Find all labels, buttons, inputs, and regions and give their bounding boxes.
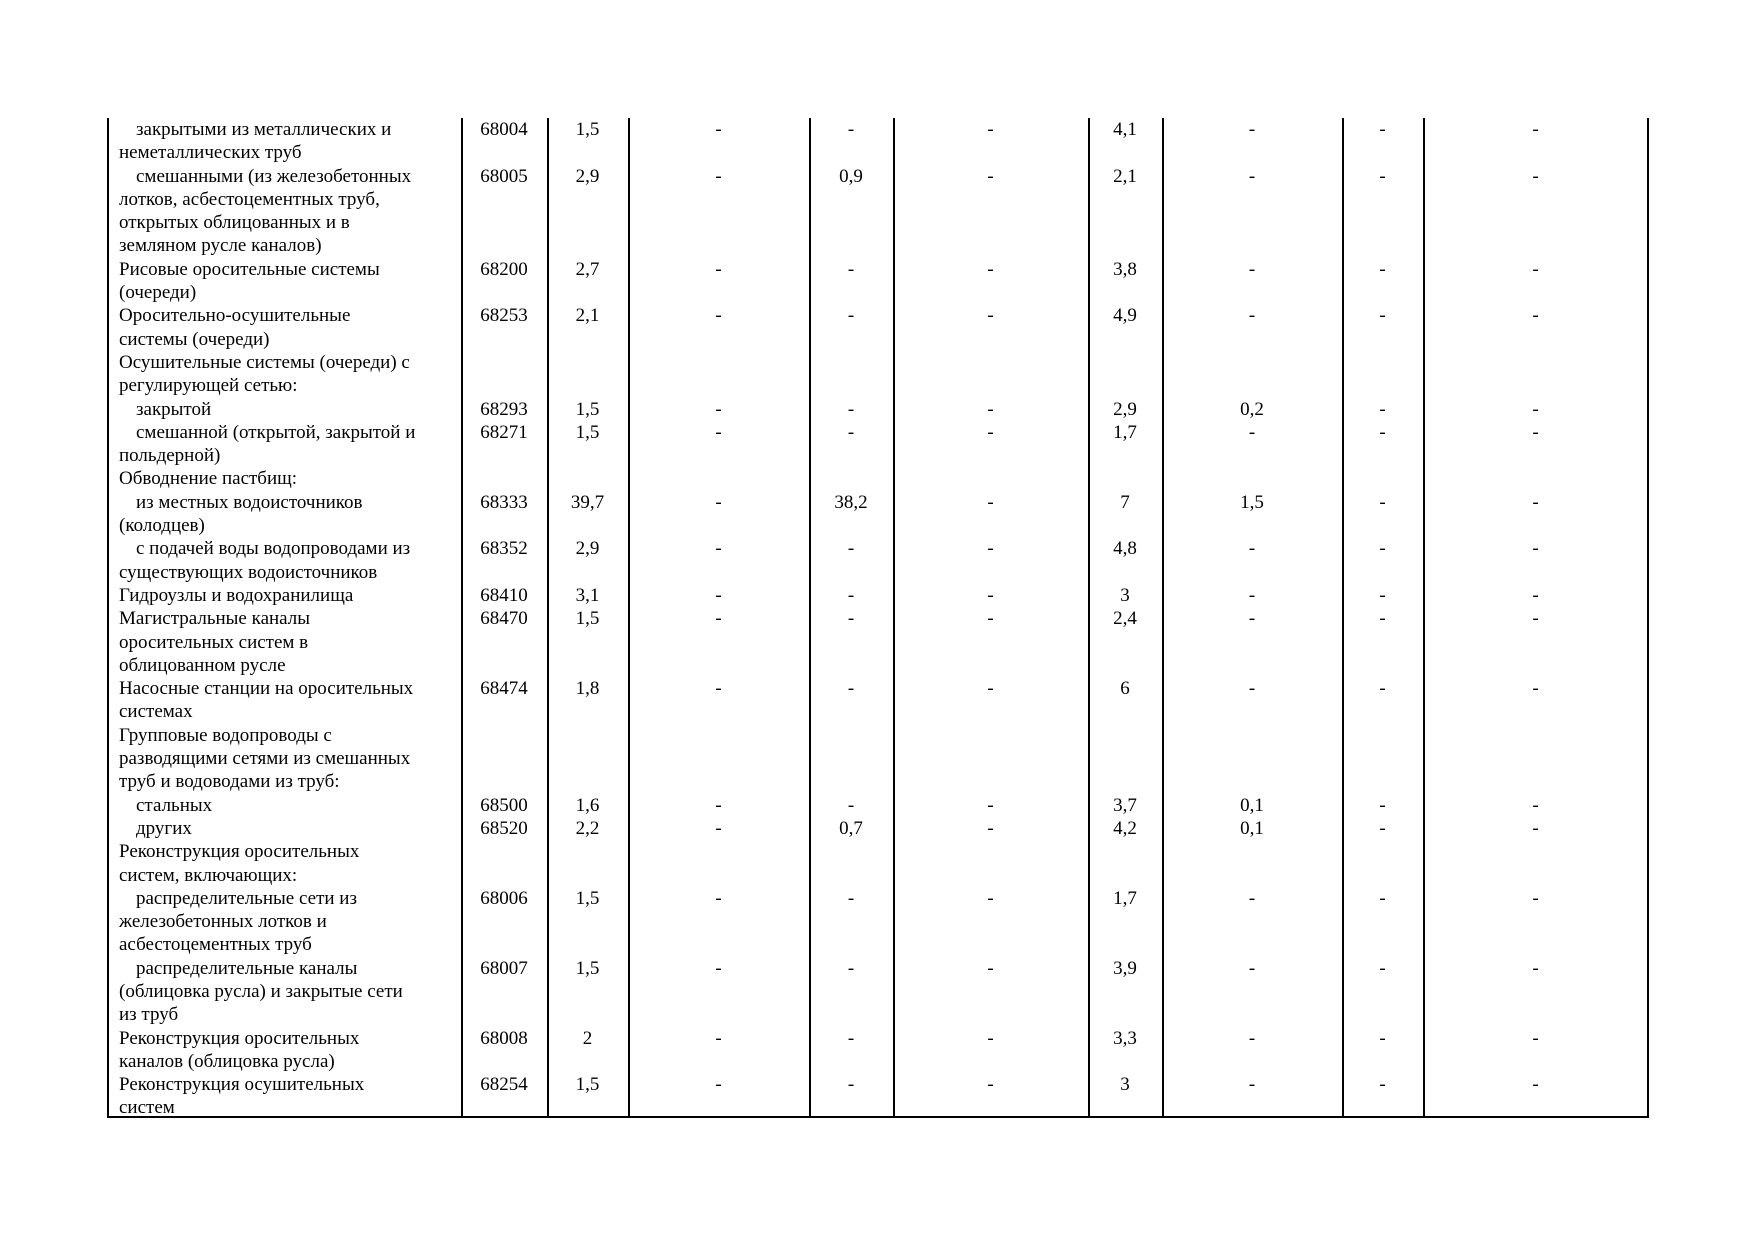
table-row bbox=[107, 467, 1648, 490]
row-name-cell bbox=[107, 584, 461, 607]
row-name-line: Реконструкция оросительных bbox=[119, 841, 360, 863]
row-value-cell: - bbox=[1248, 608, 1256, 630]
row-name-cell bbox=[107, 304, 461, 351]
table-row bbox=[107, 724, 1648, 794]
row-value-cell: - bbox=[1379, 491, 1386, 513]
row-value-cell: - bbox=[1248, 957, 1256, 979]
row-value-cell: - bbox=[1532, 887, 1539, 909]
row-value-cell: 1,5 bbox=[575, 957, 600, 979]
row-code-cell: 68007 bbox=[480, 957, 528, 979]
row-value-cell: - bbox=[715, 305, 722, 327]
column-divider bbox=[1423, 118, 1425, 1118]
row-value-cell: 2 bbox=[582, 1027, 593, 1049]
row-value-cell: - bbox=[987, 1027, 994, 1049]
row-value-cell: - bbox=[715, 1074, 722, 1096]
row-code-cell: 68200 bbox=[480, 258, 528, 280]
row-value-cell: - bbox=[1532, 817, 1539, 839]
row-value-cell: 1,7 bbox=[1113, 887, 1137, 909]
row-value-cell bbox=[893, 724, 1088, 794]
table-row bbox=[107, 840, 1648, 887]
row-value-cell: - bbox=[1248, 887, 1256, 909]
row-name-cell bbox=[107, 1073, 461, 1120]
row-value-cell: - bbox=[715, 491, 722, 513]
table-row bbox=[107, 607, 1648, 677]
row-value-cell: - bbox=[715, 398, 722, 420]
row-value-cell: 1,5 bbox=[575, 421, 600, 443]
table-row bbox=[107, 794, 1648, 817]
row-code-cell: 68005 bbox=[480, 165, 528, 187]
row-value-cell bbox=[1162, 467, 1342, 490]
row-name-cell bbox=[107, 491, 461, 538]
row-value-cell: 2,9 bbox=[575, 165, 600, 187]
table-row bbox=[107, 887, 1648, 957]
row-value-cell: - bbox=[1532, 258, 1539, 280]
row-value-cell: 2,1 bbox=[575, 305, 600, 327]
table-row bbox=[107, 351, 1648, 398]
table-row bbox=[107, 398, 1648, 421]
row-value-cell: - bbox=[1379, 305, 1386, 327]
row-value-cell: - bbox=[715, 584, 722, 606]
row-value-cell: 1,5 bbox=[1240, 491, 1264, 513]
row-value-cell: - bbox=[715, 165, 722, 187]
row-value-cell: - bbox=[847, 119, 855, 140]
row-name-cell bbox=[107, 398, 461, 421]
row-value-cell: 39,7 bbox=[570, 491, 605, 513]
row-name-line: Реконструкция оросительных bbox=[119, 1027, 360, 1049]
row-value-cell bbox=[1088, 724, 1162, 794]
column-divider bbox=[461, 118, 463, 1118]
row-value-cell: - bbox=[1248, 538, 1256, 560]
row-value-cell: - bbox=[847, 538, 855, 560]
row-name-continuation: (очереди) bbox=[119, 282, 197, 304]
row-name-continuation: железобетонных лотков и bbox=[119, 911, 327, 933]
row-name-continuation: труб и водоводами из труб: bbox=[119, 771, 340, 793]
row-value-cell bbox=[547, 724, 628, 794]
row-value-cell bbox=[547, 351, 628, 398]
row-code-cell: 68520 bbox=[480, 817, 528, 839]
row-value-cell bbox=[893, 351, 1088, 398]
row-value-cell: 2,2 bbox=[575, 817, 600, 839]
row-value-cell bbox=[628, 467, 809, 490]
row-value-cell bbox=[809, 840, 893, 887]
row-value-cell: - bbox=[987, 119, 994, 140]
depreciation-norms-table bbox=[107, 118, 1648, 1120]
row-name-continuation: польдерной) bbox=[119, 445, 221, 467]
row-value-cell: - bbox=[1379, 817, 1386, 839]
row-name-line: Оросительно-осушительные bbox=[119, 305, 351, 327]
row-value-cell: 2,1 bbox=[1113, 165, 1137, 187]
row-name-line: Реконструкция осушительных bbox=[119, 1074, 365, 1096]
row-value-cell: - bbox=[987, 258, 994, 280]
table-row bbox=[107, 957, 1648, 1027]
row-name-line: Гидроузлы и водохранилища bbox=[119, 584, 354, 606]
row-value-cell: 0,9 bbox=[839, 165, 863, 187]
row-code-cell: 68008 bbox=[480, 1027, 528, 1049]
row-value-cell bbox=[893, 467, 1088, 490]
row-name-line: смешанной (открытой, закрытой и bbox=[136, 421, 416, 443]
row-value-cell: - bbox=[987, 305, 994, 327]
column-divider bbox=[809, 118, 811, 1118]
table-row bbox=[107, 1073, 1648, 1120]
row-value-cell bbox=[547, 467, 628, 490]
row-code-cell: 68474 bbox=[480, 678, 528, 700]
table-border-left bbox=[107, 118, 109, 1118]
row-value-cell: - bbox=[1379, 678, 1386, 700]
row-value-cell: - bbox=[987, 584, 994, 606]
row-code-cell: 68253 bbox=[480, 305, 528, 327]
row-value-cell: - bbox=[1248, 165, 1256, 187]
row-value-cell: - bbox=[847, 678, 855, 700]
row-name-line: распределительные сети из bbox=[136, 887, 357, 909]
table-row bbox=[107, 118, 1648, 165]
row-value-cell bbox=[1162, 351, 1342, 398]
table-row bbox=[107, 421, 1648, 468]
row-value-cell bbox=[1088, 840, 1162, 887]
row-value-cell bbox=[628, 724, 809, 794]
row-code-cell: 68254 bbox=[480, 1074, 528, 1096]
row-value-cell: - bbox=[987, 1074, 994, 1096]
row-value-cell bbox=[1342, 724, 1423, 794]
table-row bbox=[107, 491, 1648, 538]
row-value-cell: 0,1 bbox=[1240, 817, 1264, 839]
row-value-cell bbox=[1162, 724, 1342, 794]
row-value-cell: - bbox=[715, 421, 722, 443]
row-value-cell: - bbox=[847, 957, 855, 979]
row-name-continuation: оросительных систем в bbox=[119, 631, 309, 653]
row-name-continuation: (колодцев) bbox=[119, 515, 205, 537]
table-row bbox=[107, 677, 1648, 724]
row-value-cell: - bbox=[1379, 165, 1386, 187]
row-value-cell: - bbox=[1379, 608, 1386, 630]
row-value-cell bbox=[628, 351, 809, 398]
row-value-cell: - bbox=[987, 794, 994, 816]
table-row bbox=[107, 537, 1648, 584]
row-value-cell: - bbox=[1248, 1074, 1256, 1096]
row-value-cell: - bbox=[715, 678, 722, 700]
row-name-continuation: облицованном русле bbox=[119, 654, 286, 676]
row-code-cell: 68333 bbox=[480, 491, 528, 513]
row-name-cell bbox=[107, 351, 461, 398]
row-value-cell: - bbox=[847, 305, 855, 327]
row-name-continuation: регулирующей сетью: bbox=[119, 375, 298, 397]
table-row bbox=[107, 165, 1648, 258]
row-value-cell: - bbox=[847, 887, 855, 909]
row-value-cell: - bbox=[987, 538, 994, 560]
row-value-cell bbox=[1342, 467, 1423, 490]
row-value-cell: - bbox=[715, 817, 722, 839]
row-name-continuation: системы (очереди) bbox=[119, 328, 270, 350]
row-code-cell bbox=[461, 840, 547, 887]
row-name-line: стальных bbox=[136, 794, 213, 816]
row-value-cell bbox=[1342, 840, 1423, 887]
row-value-cell: - bbox=[715, 1027, 722, 1049]
row-name-line: Магистральные каналы bbox=[119, 608, 311, 630]
table-row bbox=[107, 304, 1648, 351]
row-value-cell bbox=[1423, 467, 1648, 490]
row-value-cell: - bbox=[1248, 119, 1256, 140]
row-name-continuation: лотков, асбестоцементных труб, bbox=[119, 188, 380, 210]
row-value-cell bbox=[1162, 840, 1342, 887]
column-divider bbox=[1162, 118, 1164, 1118]
column-divider bbox=[628, 118, 630, 1118]
row-name-line: Обводнение пастбищ: bbox=[119, 468, 298, 490]
row-value-cell: 3,1 bbox=[575, 584, 600, 606]
row-name-line: Насосные станции на оросительных bbox=[119, 678, 414, 700]
row-value-cell bbox=[1088, 351, 1162, 398]
row-value-cell: 0,2 bbox=[1240, 398, 1264, 420]
row-code-cell: 68352 bbox=[480, 538, 528, 560]
row-value-cell bbox=[809, 351, 893, 398]
column-divider bbox=[1342, 118, 1344, 1118]
row-value-cell: - bbox=[987, 165, 994, 187]
row-value-cell: - bbox=[847, 421, 855, 443]
row-value-cell: 1,5 bbox=[575, 119, 600, 140]
row-value-cell: - bbox=[715, 608, 722, 630]
row-value-cell: - bbox=[847, 608, 855, 630]
row-value-cell bbox=[809, 467, 893, 490]
row-value-cell: 2,9 bbox=[575, 538, 600, 560]
row-value-cell: - bbox=[715, 258, 722, 280]
row-code-cell bbox=[461, 724, 547, 794]
row-value-cell: - bbox=[1248, 305, 1256, 327]
row-value-cell: - bbox=[1532, 491, 1539, 513]
row-value-cell: 4,1 bbox=[1113, 119, 1137, 140]
row-value-cell: - bbox=[715, 538, 722, 560]
row-name-line: распределительные каналы bbox=[136, 957, 358, 979]
row-name-continuation: каналов (облицовка русла) bbox=[119, 1050, 335, 1072]
row-value-cell: 3,3 bbox=[1113, 1027, 1137, 1049]
row-name-continuation: из труб bbox=[119, 1004, 179, 1026]
row-value-cell: - bbox=[1379, 1074, 1386, 1096]
row-value-cell: 38,2 bbox=[834, 491, 868, 513]
row-value-cell: 2,4 bbox=[1113, 608, 1137, 630]
row-value-cell: - bbox=[987, 491, 994, 513]
row-value-cell: - bbox=[987, 608, 994, 630]
row-name-continuation: неметаллических труб bbox=[119, 142, 302, 164]
row-value-cell: - bbox=[847, 258, 855, 280]
row-value-cell: - bbox=[1248, 1027, 1256, 1049]
row-value-cell: 0,1 bbox=[1240, 794, 1264, 816]
row-name-continuation: системах bbox=[119, 701, 193, 723]
row-value-cell bbox=[1342, 351, 1423, 398]
row-name-continuation: открытых облицованных и в bbox=[119, 212, 350, 234]
row-name-line: с подачей воды водопроводами из bbox=[136, 538, 411, 560]
row-value-cell: - bbox=[847, 1027, 855, 1049]
row-value-cell bbox=[628, 840, 809, 887]
row-value-cell: 7 bbox=[1120, 491, 1130, 513]
table-body bbox=[107, 118, 1648, 1120]
table-border-right bbox=[1647, 118, 1649, 1118]
row-name-cell bbox=[107, 258, 461, 305]
row-name-line: Рисовые оросительные системы bbox=[119, 258, 380, 280]
row-value-cell bbox=[547, 840, 628, 887]
row-code-cell: 68410 bbox=[480, 584, 528, 606]
row-name-continuation: систем bbox=[119, 1097, 175, 1119]
table-row bbox=[107, 584, 1648, 607]
row-value-cell: - bbox=[987, 421, 994, 443]
row-value-cell: - bbox=[987, 957, 994, 979]
row-name-continuation: разводящими сетями из смешанных bbox=[119, 748, 411, 770]
row-name-cell bbox=[107, 537, 461, 584]
row-value-cell: 3 bbox=[1120, 584, 1130, 606]
column-divider bbox=[1088, 118, 1090, 1118]
row-value-cell: - bbox=[1379, 887, 1386, 909]
row-value-cell: - bbox=[987, 678, 994, 700]
row-name-cell bbox=[107, 724, 461, 794]
row-value-cell: - bbox=[1248, 258, 1256, 280]
row-name-continuation: существующих водоисточников bbox=[119, 561, 378, 583]
row-value-cell: - bbox=[1532, 165, 1539, 187]
row-value-cell bbox=[1088, 467, 1162, 490]
row-name-cell bbox=[107, 677, 461, 724]
row-value-cell: 1,5 bbox=[575, 887, 600, 909]
row-name-line: из местных водоисточников bbox=[136, 491, 363, 513]
row-value-cell: - bbox=[1532, 794, 1539, 816]
row-value-cell: 0,7 bbox=[839, 817, 863, 839]
row-value-cell: - bbox=[1532, 1027, 1539, 1049]
row-value-cell: - bbox=[1379, 258, 1386, 280]
row-value-cell: - bbox=[1379, 119, 1386, 140]
row-value-cell: - bbox=[715, 957, 722, 979]
row-value-cell bbox=[893, 840, 1088, 887]
row-code-cell: 68271 bbox=[480, 421, 528, 443]
row-name-cell bbox=[107, 118, 461, 165]
column-divider bbox=[547, 118, 549, 1118]
row-value-cell: 1,8 bbox=[575, 678, 600, 700]
row-value-cell: - bbox=[1532, 305, 1539, 327]
row-value-cell: - bbox=[847, 1074, 855, 1096]
row-value-cell: - bbox=[1532, 584, 1539, 606]
row-code-cell bbox=[461, 351, 547, 398]
row-value-cell: - bbox=[715, 119, 722, 140]
row-name-line: закрытыми из металлических и bbox=[136, 119, 392, 140]
row-name-cell bbox=[107, 794, 461, 817]
row-value-cell: 3,8 bbox=[1113, 258, 1137, 280]
table-row bbox=[107, 1027, 1648, 1074]
row-value-cell: 1,7 bbox=[1113, 421, 1137, 443]
row-name-cell bbox=[107, 607, 461, 677]
row-name-line: Осушительные системы (очереди) с bbox=[119, 351, 410, 373]
row-value-cell: 3 bbox=[1120, 1074, 1130, 1096]
row-code-cell: 68006 bbox=[480, 887, 528, 909]
row-name-continuation: систем, включающих: bbox=[119, 864, 298, 886]
row-name-line: закрытой bbox=[136, 398, 212, 420]
table-row bbox=[107, 817, 1648, 840]
row-value-cell: - bbox=[987, 887, 994, 909]
row-name-continuation: (облицовка русла) и закрытые сети bbox=[119, 980, 403, 1002]
row-name-cell bbox=[107, 957, 461, 1027]
row-value-cell: - bbox=[1379, 421, 1386, 443]
row-value-cell: - bbox=[1379, 1027, 1386, 1049]
row-value-cell: 1,5 bbox=[575, 1074, 600, 1096]
row-value-cell: 2,9 bbox=[1113, 398, 1137, 420]
row-value-cell: - bbox=[1248, 584, 1256, 606]
row-value-cell: - bbox=[1532, 678, 1539, 700]
table-row bbox=[107, 258, 1648, 305]
row-name-cell bbox=[107, 817, 461, 840]
row-name-cell bbox=[107, 840, 461, 887]
row-value-cell: - bbox=[1532, 398, 1539, 420]
row-value-cell: 1,5 bbox=[575, 608, 600, 630]
row-name-line: смешанными (из железобетонных bbox=[136, 165, 412, 187]
row-value-cell: - bbox=[1532, 538, 1539, 560]
row-value-cell: 4,8 bbox=[1113, 538, 1137, 560]
row-value-cell: 4,9 bbox=[1113, 305, 1137, 327]
row-value-cell: - bbox=[1248, 421, 1256, 443]
row-name-line: других bbox=[136, 817, 192, 839]
row-value-cell: - bbox=[1532, 1074, 1539, 1096]
row-name-cell bbox=[107, 467, 461, 490]
row-value-cell: - bbox=[1248, 678, 1256, 700]
norms-table-page bbox=[107, 118, 1648, 1118]
column-divider bbox=[893, 118, 895, 1118]
row-value-cell: 2,7 bbox=[575, 258, 600, 280]
row-value-cell: 1,5 bbox=[575, 398, 600, 420]
row-name-cell bbox=[107, 165, 461, 258]
row-value-cell bbox=[1423, 724, 1648, 794]
row-value-cell bbox=[1423, 840, 1648, 887]
row-value-cell: - bbox=[1379, 794, 1386, 816]
row-value-cell: 1,6 bbox=[575, 794, 600, 816]
row-code-cell: 68293 bbox=[480, 398, 528, 420]
row-code-cell bbox=[461, 467, 547, 490]
row-name-cell bbox=[107, 421, 461, 468]
row-value-cell: - bbox=[987, 398, 994, 420]
row-value-cell: - bbox=[1379, 584, 1386, 606]
row-value-cell: - bbox=[847, 584, 855, 606]
table-bottom-border bbox=[107, 1116, 1649, 1118]
row-value-cell: 3,9 bbox=[1113, 957, 1137, 979]
row-value-cell: - bbox=[715, 887, 722, 909]
row-value-cell: 4,2 bbox=[1113, 817, 1137, 839]
row-value-cell: - bbox=[1532, 119, 1539, 140]
row-value-cell: - bbox=[1532, 608, 1539, 630]
row-value-cell bbox=[809, 724, 893, 794]
row-value-cell: 3,7 bbox=[1113, 794, 1137, 816]
row-name-continuation: земляном русле каналов) bbox=[119, 235, 322, 257]
row-value-cell: - bbox=[1379, 398, 1386, 420]
row-value-cell: - bbox=[715, 794, 722, 816]
row-value-cell: - bbox=[1532, 957, 1539, 979]
row-value-cell: - bbox=[987, 817, 994, 839]
row-code-cell: 68470 bbox=[480, 608, 528, 630]
row-name-line: Групповые водопроводы с bbox=[119, 724, 332, 746]
row-name-continuation: асбестоцементных труб bbox=[119, 934, 312, 956]
row-name-cell bbox=[107, 887, 461, 957]
row-value-cell: 6 bbox=[1120, 678, 1130, 700]
row-value-cell: - bbox=[1379, 957, 1386, 979]
row-value-cell: - bbox=[847, 398, 855, 420]
row-value-cell: - bbox=[847, 794, 855, 816]
row-name-cell bbox=[107, 1027, 461, 1074]
row-value-cell: - bbox=[1379, 538, 1386, 560]
row-value-cell bbox=[1423, 351, 1648, 398]
row-code-cell: 68004 bbox=[480, 119, 528, 140]
row-value-cell: - bbox=[1532, 421, 1539, 443]
row-code-cell: 68500 bbox=[480, 794, 528, 816]
